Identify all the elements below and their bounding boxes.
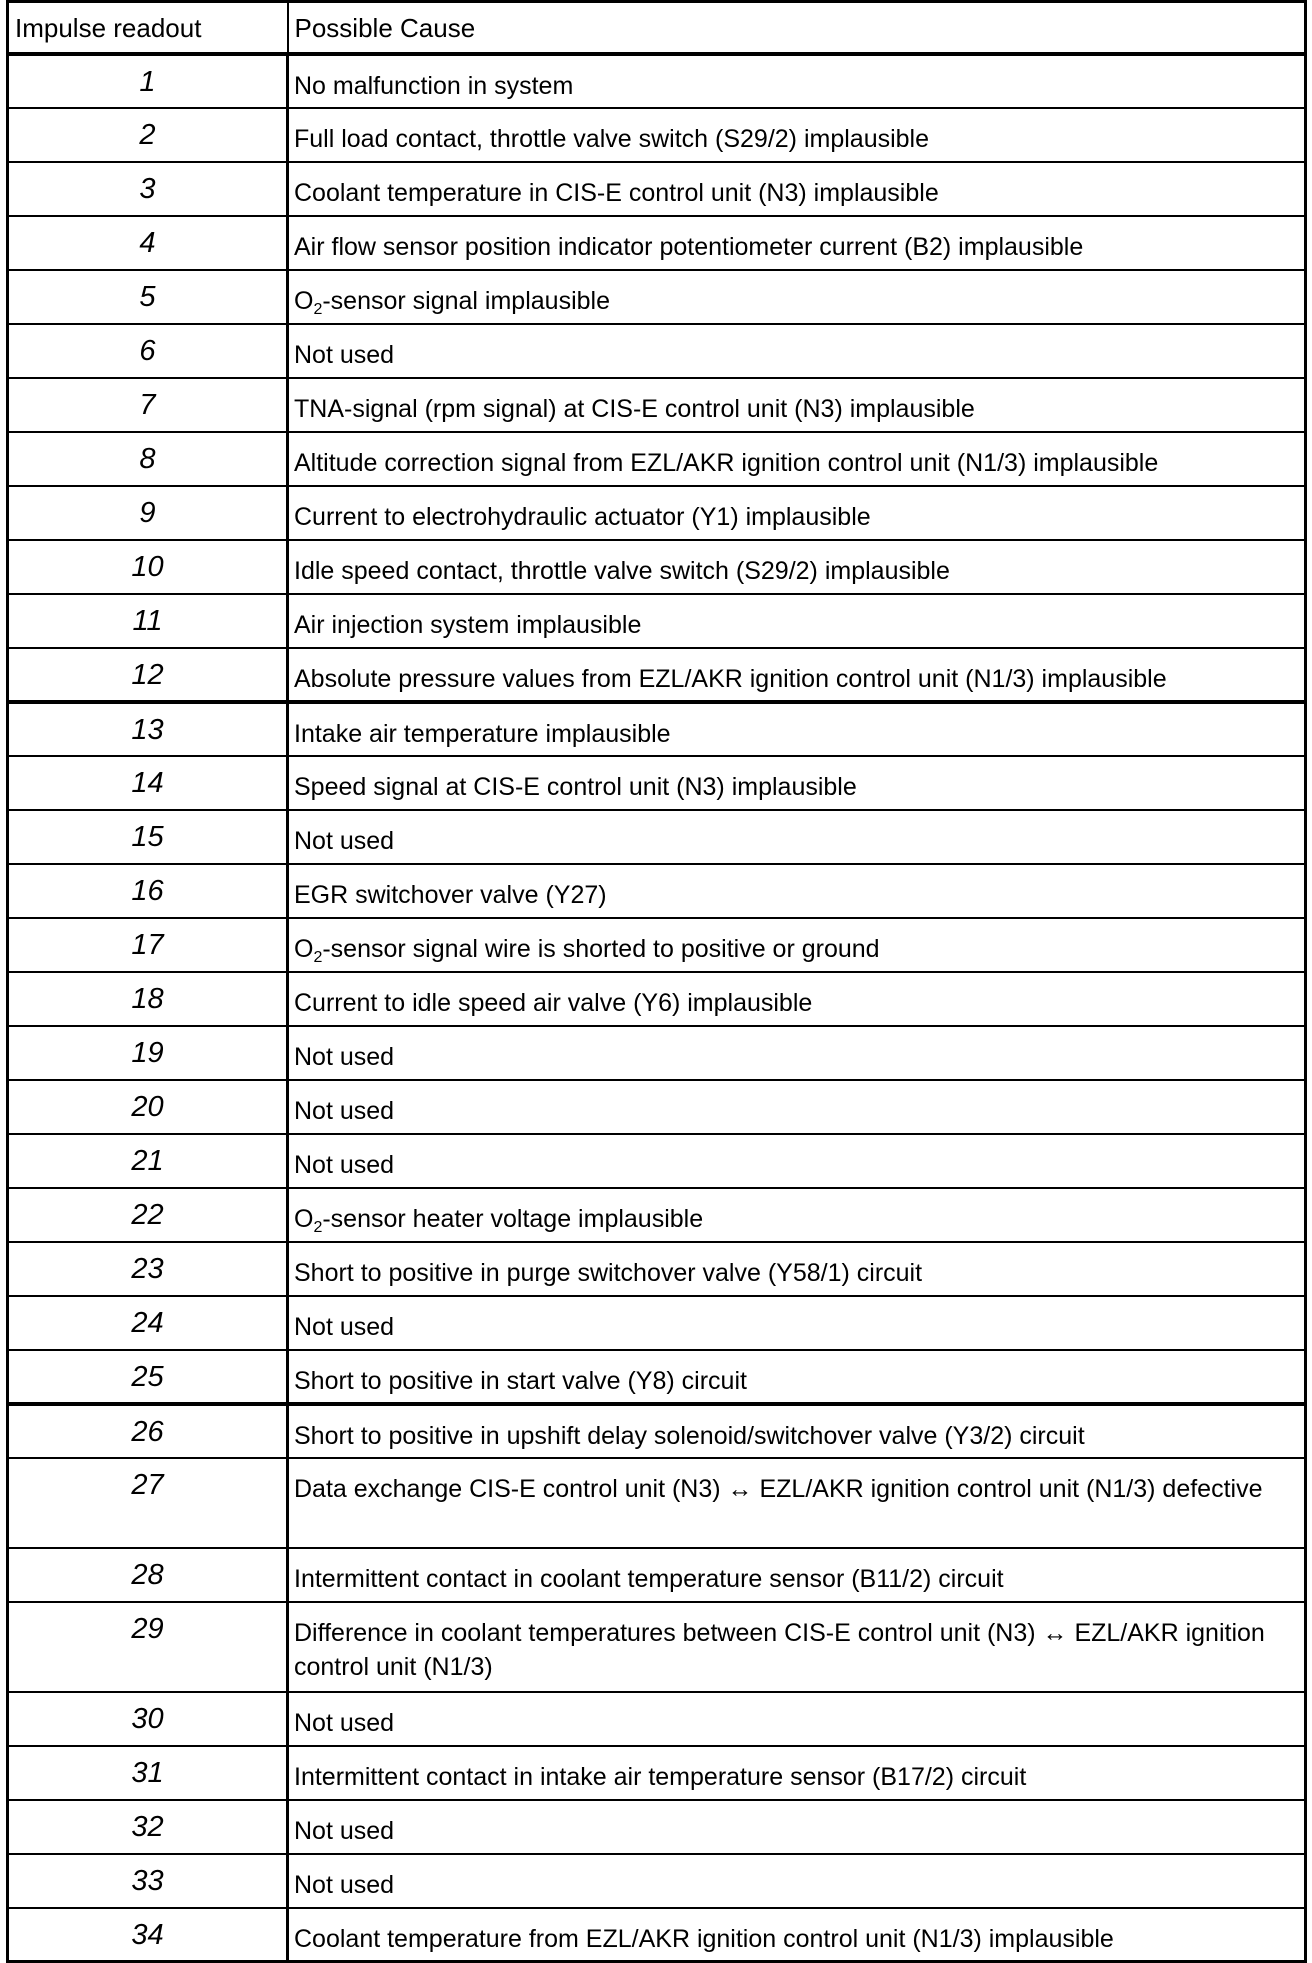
table-row: [8, 1242, 1306, 1296]
table-row: [8, 486, 1306, 540]
impulse-readout-cell: 17: [8, 918, 288, 972]
possible-cause-cell: TNA-signal (rpm signal) at CIS-E control unit (N3) implausible: [288, 378, 1306, 432]
possible-cause-cell: Intermittent contact in intake air temperature sensor (B17/2) circuit: [288, 1746, 1306, 1800]
possible-cause-cell: Current to idle speed air valve (Y6) implausible: [288, 972, 1306, 1026]
possible-cause-cell: Absolute pressure values from EZL/AKR ignition control unit (N1/3) implausible: [288, 648, 1306, 702]
impulse-readout-cell: 10: [8, 540, 288, 594]
table-row: [8, 756, 1306, 810]
possible-cause-cell: Intermittent contact in coolant temperature sensor (B11/2) circuit: [288, 1548, 1306, 1602]
possible-cause-cell: Coolant temperature in CIS-E control unit (N3) implausible: [288, 162, 1306, 216]
cause-text-suffix: -sensor signal wire is shorted to positive or ground: [322, 934, 880, 963]
possible-cause-cell: [288, 270, 1306, 324]
table-row: [8, 1404, 1306, 1458]
cause-text-subscript: 2: [313, 1218, 323, 1236]
table-row: [8, 1548, 1306, 1602]
possible-cause-cell: Altitude correction signal from EZL/AKR ignition control unit (N1/3) implausible: [288, 432, 1306, 486]
possible-cause-cell: Full load contact, throttle valve switch (S29/2) implausible: [288, 108, 1306, 162]
impulse-readout-cell: 32: [8, 1800, 288, 1854]
impulse-readout-cell: 1: [8, 54, 288, 108]
possible-cause-cell: EGR switchover valve (Y27): [288, 864, 1306, 918]
table-row: [8, 810, 1306, 864]
impulse-readout-cell: 14: [8, 756, 288, 810]
possible-cause-cell: Short to positive in purge switchover valve (Y58/1) circuit: [288, 1242, 1306, 1296]
impulse-readout-cell: 34: [8, 1908, 288, 1962]
table-row: [8, 1908, 1306, 1962]
impulse-readout-cell: 16: [8, 864, 288, 918]
cause-text-prefix: O: [294, 934, 314, 963]
header-impulse-readout: Impulse readout: [8, 2, 288, 54]
possible-cause-cell: Not used: [288, 810, 1306, 864]
impulse-readout-cell: 25: [8, 1350, 288, 1404]
possible-cause-cell: Difference in coolant temperatures between CIS-E control unit (N3) ↔ EZL/AKR ignition control unit (N1/3): [288, 1602, 1306, 1692]
table-row: [8, 1692, 1306, 1746]
possible-cause-cell: Current to electrohydraulic actuator (Y1) implausible: [288, 486, 1306, 540]
possible-cause-cell: Speed signal at CIS-E control unit (N3) implausible: [288, 756, 1306, 810]
table-row: [8, 162, 1306, 216]
table-row: [8, 972, 1306, 1026]
possible-cause-cell: Intake air temperature implausible: [288, 702, 1306, 756]
possible-cause-cell: Air flow sensor position indicator potentiometer current (B2) implausible: [288, 216, 1306, 270]
impulse-readout-cell: 5: [8, 270, 288, 324]
possible-cause-cell: Not used: [288, 1026, 1306, 1080]
cause-text-subscript: 2: [313, 948, 323, 966]
possible-cause-cell: Not used: [288, 1296, 1306, 1350]
table-row: [8, 216, 1306, 270]
table-row: [8, 270, 1306, 324]
impulse-readout-cell: 33: [8, 1854, 288, 1908]
impulse-readout-cell: 30: [8, 1692, 288, 1746]
possible-cause-cell: No malfunction in system: [288, 54, 1306, 108]
impulse-readout-cell: 23: [8, 1242, 288, 1296]
table-row: [8, 1854, 1306, 1908]
impulse-readout-cell: 9: [8, 486, 288, 540]
impulse-readout-table-container: [6, 0, 1304, 1963]
cause-text-prefix: O: [294, 1204, 314, 1233]
possible-cause-cell: Not used: [288, 1854, 1306, 1908]
possible-cause-cell: Idle speed contact, throttle valve switch (S29/2) implausible: [288, 540, 1306, 594]
possible-cause-cell: Short to positive in upshift delay solenoid/switchover valve (Y3/2) circuit: [288, 1404, 1306, 1458]
impulse-readout-cell: 15: [8, 810, 288, 864]
header-possible-cause: Possible Cause: [288, 2, 1306, 54]
impulse-readout-cell: 29: [8, 1602, 288, 1692]
impulse-readout-cell: 22: [8, 1188, 288, 1242]
impulse-readout-cell: 7: [8, 378, 288, 432]
table-row: [8, 918, 1306, 972]
possible-cause-cell: Not used: [288, 1800, 1306, 1854]
cause-text-subscript: 2: [313, 300, 323, 318]
table-row: [8, 1458, 1306, 1548]
possible-cause-cell: [288, 1188, 1306, 1242]
impulse-readout-cell: 18: [8, 972, 288, 1026]
impulse-readout-cell: 2: [8, 108, 288, 162]
table-row: [8, 1026, 1306, 1080]
table-row: [8, 1080, 1306, 1134]
possible-cause-cell: Not used: [288, 1692, 1306, 1746]
possible-cause-cell: Coolant temperature from EZL/AKR ignition control unit (N1/3) implausible: [288, 1908, 1306, 1962]
table-row: [8, 1746, 1306, 1800]
table-row: [8, 540, 1306, 594]
possible-cause-cell: Not used: [288, 1080, 1306, 1134]
table-row: [8, 324, 1306, 378]
possible-cause-cell: Data exchange CIS-E control unit (N3) ↔ EZL/AKR ignition control unit (N1/3) defective: [288, 1458, 1306, 1548]
table-row: [8, 1602, 1306, 1692]
table-row: [8, 1296, 1306, 1350]
impulse-readout-cell: 24: [8, 1296, 288, 1350]
impulse-readout-cell: 19: [8, 1026, 288, 1080]
impulse-readout-cell: 6: [8, 324, 288, 378]
impulse-readout-cell: 20: [8, 1080, 288, 1134]
possible-cause-cell: Not used: [288, 324, 1306, 378]
impulse-readout-cell: 4: [8, 216, 288, 270]
impulse-readout-cell: 11: [8, 594, 288, 648]
table-body: [8, 54, 1306, 1962]
table-row: [8, 1350, 1306, 1404]
impulse-readout-cell: 28: [8, 1548, 288, 1602]
table-row: [8, 864, 1306, 918]
impulse-readout-cell: 13: [8, 702, 288, 756]
table-row: [8, 378, 1306, 432]
table-row: [8, 54, 1306, 108]
table-row: [8, 648, 1306, 702]
impulse-readout-cell: 31: [8, 1746, 288, 1800]
possible-cause-cell: Not used: [288, 1134, 1306, 1188]
table-row: [8, 1188, 1306, 1242]
impulse-readout-cell: 3: [8, 162, 288, 216]
table-row: [8, 432, 1306, 486]
cause-text-suffix: -sensor signal implausible: [322, 286, 610, 315]
cause-text-suffix: -sensor heater voltage implausible: [322, 1204, 704, 1233]
table-row: [8, 108, 1306, 162]
impulse-readout-cell: 27: [8, 1458, 288, 1548]
impulse-readout-table: [6, 0, 1307, 1963]
impulse-readout-cell: 8: [8, 432, 288, 486]
table-row: [8, 1134, 1306, 1188]
table-row: [8, 594, 1306, 648]
possible-cause-cell: Short to positive in start valve (Y8) circuit: [288, 1350, 1306, 1404]
impulse-readout-cell: 12: [8, 648, 288, 702]
possible-cause-cell: [288, 918, 1306, 972]
possible-cause-cell: Air injection system implausible: [288, 594, 1306, 648]
table-row: [8, 1800, 1306, 1854]
cause-text-prefix: O: [294, 286, 314, 315]
table-row: [8, 702, 1306, 756]
impulse-readout-cell: 21: [8, 1134, 288, 1188]
table-header-row: [8, 2, 1306, 54]
impulse-readout-cell: 26: [8, 1404, 288, 1458]
